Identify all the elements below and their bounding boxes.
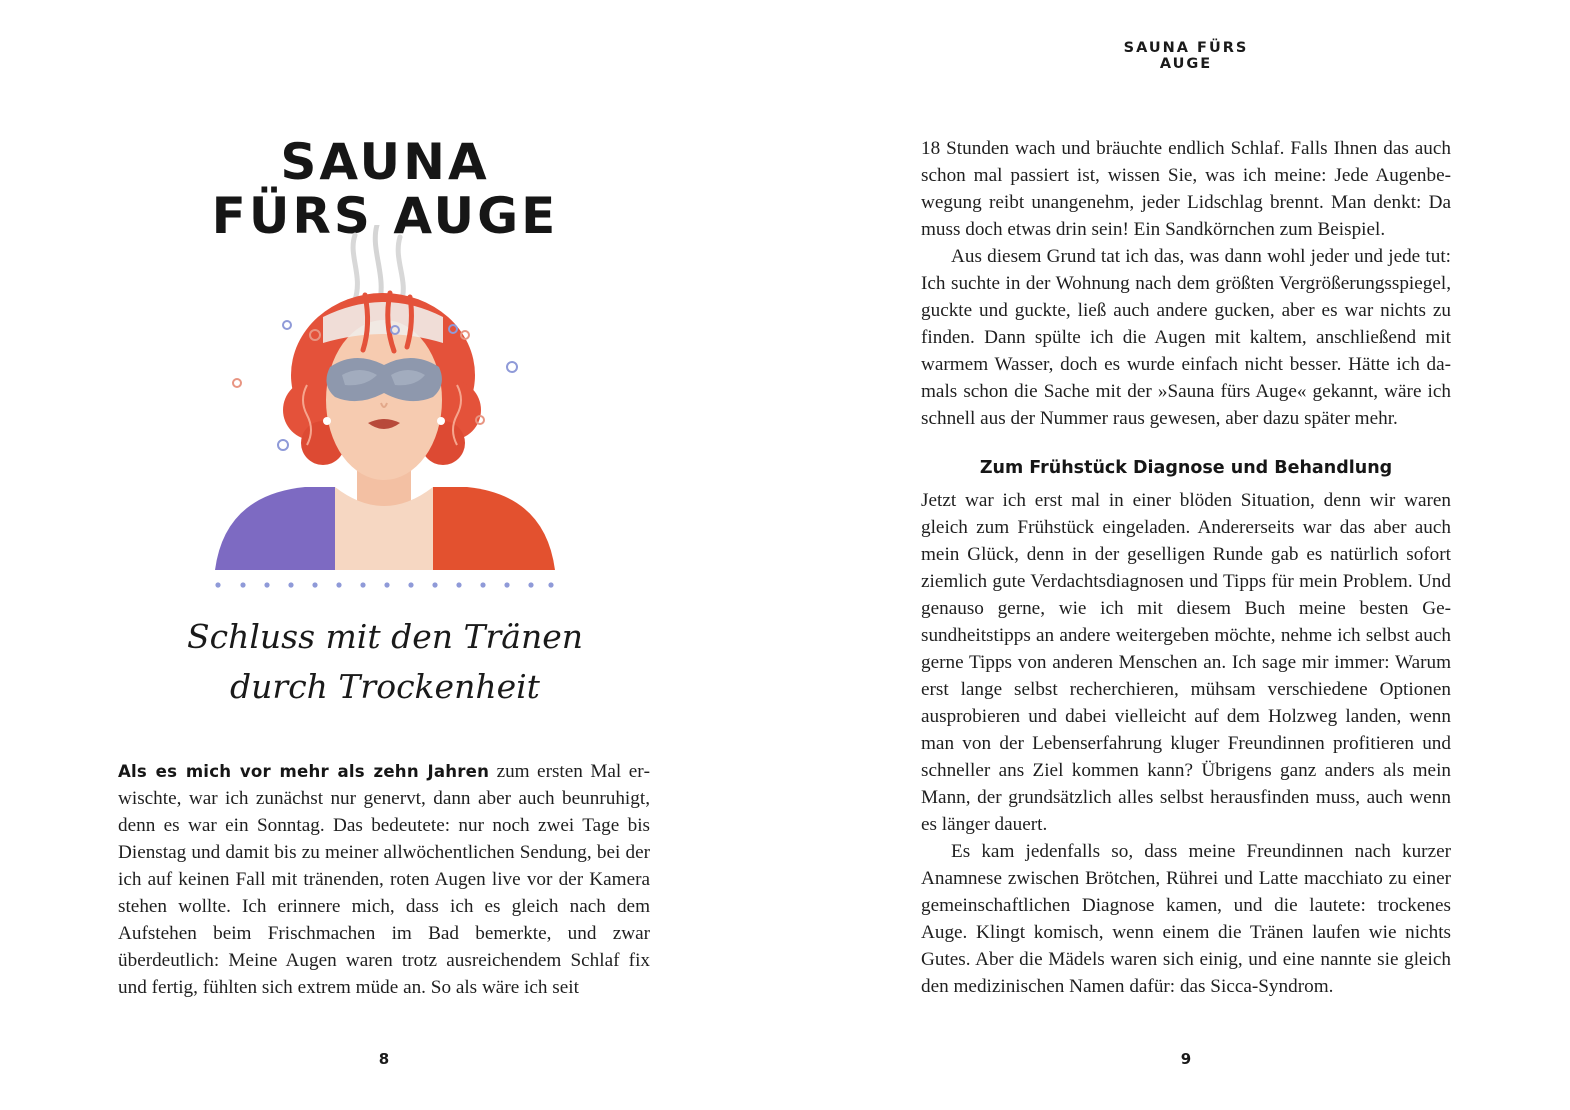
opening-paragraph <box>118 758 650 1001</box>
chapter-title-line-1: SAUNA <box>280 133 490 191</box>
opening-paragraph-text: zum ersten Mal erwischte, war ich zunächst nur genervt, dann aber auch beunruhigt, denn es war ein Sonntag. Das bedeutete: nur noch zwei Tage bis Dienstag und damit bis zu meiner allwöchentlichen Sendung, bei der ich auf keinen Fall mit tränenden, roten Augen live vor der Kamera stehen wollte. Ich erinnere mich, dass ich es gleich nach dem Aufstehen beim Frischmachen im Bad bemerkte, und zwar überdeutlich: Meine Augen waren trotz ausreichendem Schlaf fix und fertig, fühlten sich extrem müde an. So als wäre ich seit <box>118 761 650 998</box>
chapter-subtitle <box>120 612 650 712</box>
woman-with-eye-mask-illustration <box>205 225 565 600</box>
right-page <box>785 0 1570 1110</box>
paragraph-2: Aus diesem Grund tat ich das, was dann wohl jeder und jede tut: Ich suchte in der Wohnung nach dem größten Vergrößerungsspiegel, guckte und guckte, ließ auch andere gucken, aber es war nichts zu finden. Dann spülte ich die Augen mit kaltem, anschließend mit warmem Wasser, doch es wurde einfach nicht besser. Hätte ich damals schon die Sache mit der »Sauna fürs Auge« gekannt, wäre ich schnell aus der Nummer raus gewesen, aber dazu später mehr. <box>921 246 1451 429</box>
right-body-text-top <box>921 135 1451 432</box>
right-body-text-bottom <box>921 487 1451 1000</box>
section-subheading: Zum Frühstück Diagnose und Behandlung <box>979 458 1393 478</box>
chapter-title-line-2: FÜRS AUGE <box>211 186 559 245</box>
left-body-text <box>118 758 650 1001</box>
chapter-subtitle-line-2: durch Trockenheit <box>230 667 540 706</box>
chapter-subtitle-line-1: Schluss mit den Tränen <box>187 617 583 656</box>
paragraph-3: Jetzt war ich erst mal in einer blöden Situation, denn wir waren gleich zum Frühstück eingeladen. Andererseits war das aber auch mein Glück, denn in der geselligen Runde gab es natürlich sofort ziemlich gute Verdachtsdiagnosen und Tipps für mein Problem. Und genauso gerne, wie ich mit diesem Buch meine besten Gesundheitstipps an andere weitergeben möchte, nehme ich selbst auch gerne Tipps von anderen Menschen an. Ich sage mir immer: Warum erst lange selbst recherchieren, mühsam verschiedene Optionen ausprobieren und dabei vielleicht auf dem Holzweg landen, wenn man von der Lebenserfahrung kluger Freundinnen profitieren und schneller ans Ziel kommen kann? Übrigens ganz anders als mein Mann, der grundsätzlich alles selbst herausfinden muss, auch wenn es länger dauert. <box>921 490 1451 835</box>
page-number-left: 8 <box>378 1050 390 1068</box>
page-number-right: 9 <box>1180 1050 1192 1068</box>
paragraph-4: Es kam jedenfalls so, dass meine Freundinnen nach kurzer Anamnese zwischen Brötchen, Rührei und Latte macchiato zu einer gemeinschaftlichen Diagnose kamen, und die lautete: trockenes Auge. Klingt komisch, wenn einem die Tränen laufen wie nichts Gutes. Aber die Mädels waren sich einig, und eine nannte sie gleich den medizinischen Namen dafür: das Sicca-Syndrom. <box>921 841 1451 997</box>
paragraph-1: 18 Stunden wach und bräuchte endlich Schlaf. Falls Ihnen das auch schon mal passiert ist, wissen Sie, was ich meine: Jede Augenbewegung reibt unangenehm, jeder Lidschlag brennt. Man denkt: Da muss doch etwas drin sein! Ein Sandkörnchen zum Beispiel. <box>921 138 1451 240</box>
lead-in: Als es mich vor mehr als zehn Jahren <box>118 762 490 781</box>
running-header: SAUNA FÜRS AUGE <box>1123 40 1249 72</box>
